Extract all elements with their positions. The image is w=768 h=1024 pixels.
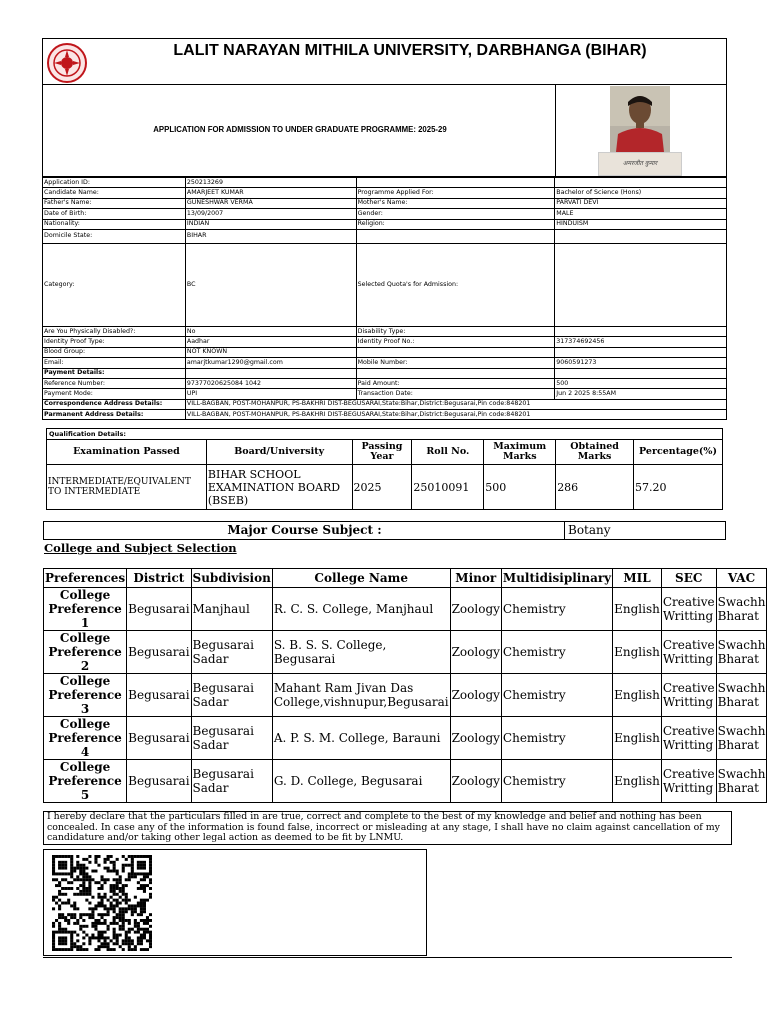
table-row bbox=[43, 378, 727, 388]
blood-group-value: NOT KNOWN bbox=[185, 347, 356, 357]
dob-label: Date of Birth: bbox=[43, 209, 186, 219]
mil-cell: English bbox=[613, 588, 662, 631]
dob-value: 13/09/2007 bbox=[185, 209, 356, 219]
table-row bbox=[43, 209, 727, 219]
mother-name-label: Mother's Name: bbox=[356, 198, 555, 208]
table-row bbox=[43, 178, 727, 188]
disability-type-value bbox=[555, 326, 727, 336]
programme-label: Programme Applied For: bbox=[356, 188, 555, 198]
reference-value: 97377020625084 1042 bbox=[185, 378, 356, 388]
column-header: Minor bbox=[450, 569, 501, 588]
table-row bbox=[43, 229, 727, 243]
table-row bbox=[44, 631, 767, 674]
column-header: Obtained Marks bbox=[556, 440, 634, 465]
candidate-name-label: Candidate Name: bbox=[43, 188, 186, 198]
multidisciplinary-cell: Chemistry bbox=[501, 674, 612, 717]
subdivision-cell: Manjhaul bbox=[191, 588, 272, 631]
column-header: Roll No. bbox=[412, 440, 484, 465]
father-name-label: Father's Name: bbox=[43, 198, 186, 208]
payment-details-heading: Payment Details: bbox=[43, 368, 186, 378]
percentage: 57.20 bbox=[634, 465, 723, 510]
preference-label: College Preference 1 bbox=[44, 588, 127, 631]
column-header: SEC bbox=[661, 569, 716, 588]
college-name-cell: Mahant Ram Jivan Das College,vishnupur,Begusarai bbox=[272, 674, 450, 717]
column-header: College Name bbox=[272, 569, 450, 588]
district-cell: Begusarai bbox=[127, 674, 191, 717]
candidate-photo bbox=[610, 86, 670, 152]
vac-cell: Swachh Bharat bbox=[716, 588, 767, 631]
id-proof-type-value: Aadhar bbox=[185, 337, 356, 347]
table-row bbox=[43, 368, 727, 378]
disabled-value: No bbox=[185, 326, 356, 336]
qr-code-icon bbox=[52, 855, 152, 951]
table-row bbox=[43, 347, 727, 357]
blood-group-label: Blood Group: bbox=[43, 347, 186, 357]
preference-label: College Preference 3 bbox=[44, 674, 127, 717]
university-title: LALIT NARAYAN MITHILA UNIVERSITY, DARBHANGA (BIHAR) bbox=[173, 42, 647, 59]
minor-cell: Zoology bbox=[450, 588, 501, 631]
column-header: Percentage(%) bbox=[634, 440, 723, 465]
table-row bbox=[47, 465, 723, 510]
permanent-value: VILL-BAGBAN, POST-MOHANPUR, PS-BAKHRI DIST-BEGUSARAI,State:Bihar,District:Begusarai,Pin code:848201 bbox=[185, 410, 726, 420]
programme-value: Bachelor of Science (Hons) bbox=[555, 188, 727, 198]
multidisciplinary-cell: Chemistry bbox=[501, 760, 612, 803]
table-row bbox=[43, 243, 727, 326]
gender-value: MALE bbox=[555, 209, 727, 219]
category-label: Category: bbox=[43, 243, 186, 326]
declaration-text: I hereby declare that the particulars filled in are true, correct and complete to the best of my knowledge and belief and nothing has been concealed. In case any of the information is found false, incorrect or misleading at any stage, I shall have no claim against cancellation of my candidature and/or taking other legal action as deemed to be fit by LNMU. bbox=[43, 811, 732, 845]
domicile-value: BIHAR bbox=[185, 229, 356, 243]
gender-label: Gender: bbox=[356, 209, 555, 219]
reference-label: Reference Number: bbox=[43, 378, 186, 388]
multidisciplinary-cell: Chemistry bbox=[501, 588, 612, 631]
subdivision-cell: Begusarai Sadar bbox=[191, 760, 272, 803]
multidisciplinary-cell: Chemistry bbox=[501, 717, 612, 760]
payment-mode-value: UPI bbox=[185, 389, 356, 399]
vac-cell: Swachh Bharat bbox=[716, 760, 767, 803]
id-proof-type-label: Identity Proof Type: bbox=[43, 337, 186, 347]
quota-value bbox=[555, 243, 727, 326]
minor-cell: Zoology bbox=[450, 717, 501, 760]
quota-label: Selected Quota's for Admission: bbox=[356, 243, 555, 326]
college-section-title: College and Subject Selection bbox=[44, 541, 237, 555]
column-header: Passing Year bbox=[352, 440, 412, 465]
mother-name-value: PARVATI DEVI bbox=[555, 198, 727, 208]
mobile-label: Mobile Number: bbox=[356, 358, 555, 368]
preference-label: College Preference 2 bbox=[44, 631, 127, 674]
mil-cell: English bbox=[613, 717, 662, 760]
nationality-value: INDIAN bbox=[185, 219, 356, 229]
table-row bbox=[43, 399, 727, 409]
table-row bbox=[43, 337, 727, 347]
table-row bbox=[44, 674, 767, 717]
application-id-value: 250213269 bbox=[185, 178, 356, 188]
payment-mode-label: Payment Mode: bbox=[43, 389, 186, 399]
table-row bbox=[43, 410, 727, 420]
board: BIHAR SCHOOL EXAMINATION BOARD (BSEB) bbox=[206, 465, 352, 510]
vac-cell: Swachh Bharat bbox=[716, 717, 767, 760]
transaction-date-value: Jun 2 2025 8:55AM bbox=[555, 389, 727, 399]
transaction-date-label: Transaction Date: bbox=[356, 389, 555, 399]
table-row bbox=[43, 358, 727, 368]
nationality-label: Nationality: bbox=[43, 219, 186, 229]
table-row bbox=[43, 188, 727, 198]
column-header: Board/University bbox=[206, 440, 352, 465]
college-name-cell: G. D. College, Begusarai bbox=[272, 760, 450, 803]
column-header: Maximum Marks bbox=[484, 440, 556, 465]
religion-label: Religion: bbox=[356, 219, 555, 229]
column-header: VAC bbox=[716, 569, 767, 588]
column-header: Subdivision bbox=[191, 569, 272, 588]
minor-cell: Zoology bbox=[450, 674, 501, 717]
sec-cell: Creative Writting bbox=[661, 631, 716, 674]
maximum-marks: 500 bbox=[484, 465, 556, 510]
table-row bbox=[44, 760, 767, 803]
sec-cell: Creative Writting bbox=[661, 674, 716, 717]
college-name-cell: A. P. S. M. College, Barauni bbox=[272, 717, 450, 760]
applicant-details-table bbox=[42, 177, 727, 420]
exam-passed: INTERMEDIATE/EQUIVALENT TO INTERMEDIATE bbox=[47, 465, 207, 510]
major-course-label: Major Course Subject : bbox=[45, 522, 565, 539]
domicile-label: Domicile State: bbox=[43, 229, 186, 243]
paid-amount-label: Paid Amount: bbox=[356, 378, 555, 388]
district-cell: Begusarai bbox=[127, 760, 191, 803]
qualification-title: Qualification Details: bbox=[47, 429, 723, 440]
obtained-marks: 286 bbox=[556, 465, 634, 510]
sec-cell: Creative Writting bbox=[661, 760, 716, 803]
mil-cell: English bbox=[613, 631, 662, 674]
permanent-label: Parmanent Address Details: bbox=[43, 410, 186, 420]
category-value: BC bbox=[185, 243, 356, 326]
id-proof-no-value: 317374692456 bbox=[555, 337, 727, 347]
preference-label: College Preference 5 bbox=[44, 760, 127, 803]
table-row bbox=[43, 389, 727, 399]
college-name-cell: S. B. S. S. College, Begusarai bbox=[272, 631, 450, 674]
roll-no: 25010091 bbox=[412, 465, 484, 510]
minor-cell: Zoology bbox=[450, 760, 501, 803]
district-cell: Begusarai bbox=[127, 717, 191, 760]
correspondence-label: Correspondence Address Details: bbox=[43, 399, 186, 409]
application-title: APPLICATION FOR ADMISSION TO UNDER GRADUATE PROGRAMME: 2025-29 bbox=[153, 125, 447, 134]
subdivision-cell: Begusarai Sadar bbox=[191, 674, 272, 717]
religion-value: HINDUISM bbox=[555, 219, 727, 229]
column-header: Preferences bbox=[44, 569, 127, 588]
table-row bbox=[43, 219, 727, 229]
table-row bbox=[43, 198, 727, 208]
vac-cell: Swachh Bharat bbox=[716, 631, 767, 674]
multidisciplinary-cell: Chemistry bbox=[501, 631, 612, 674]
column-header: Multidisiplinary bbox=[501, 569, 612, 588]
college-name-cell: R. C. S. College, Manjhaul bbox=[272, 588, 450, 631]
subdivision-cell: Begusarai Sadar bbox=[191, 717, 272, 760]
district-cell: Begusarai bbox=[127, 588, 191, 631]
application-id-label: Application ID: bbox=[43, 178, 186, 188]
bottom-divider bbox=[43, 957, 732, 958]
mobile-value: 9060591273 bbox=[555, 358, 727, 368]
table-row bbox=[47, 429, 723, 440]
disability-type-label: Disability Type: bbox=[356, 326, 555, 336]
minor-cell: Zoology bbox=[450, 631, 501, 674]
table-row bbox=[43, 326, 727, 336]
vac-cell: Swachh Bharat bbox=[716, 674, 767, 717]
district-cell: Begusarai bbox=[127, 631, 191, 674]
candidate-signature: अमरजीत कुमार bbox=[598, 152, 682, 176]
sec-cell: Creative Writting bbox=[661, 717, 716, 760]
major-course-value: Botany bbox=[568, 523, 611, 537]
mil-cell: English bbox=[613, 674, 662, 717]
table-header-row bbox=[44, 569, 767, 588]
table-row bbox=[44, 588, 767, 631]
table-header-row bbox=[47, 440, 723, 465]
university-logo-icon bbox=[45, 43, 89, 83]
disabled-label: Are You Physically Disabled?: bbox=[43, 326, 186, 336]
paid-amount-value: 500 bbox=[555, 378, 727, 388]
id-proof-no-label: Identity Proof No.: bbox=[356, 337, 555, 347]
correspondence-value: VILL-BAGBAN, POST-MOHANPUR, PS-BAKHRI DIST-BEGUSARAI,State:Bihar,District:Begusarai,Pin code:848201 bbox=[185, 399, 726, 409]
column-header: Examination Passed bbox=[47, 440, 207, 465]
mil-cell: English bbox=[613, 760, 662, 803]
college-preferences-table bbox=[43, 568, 767, 803]
email-label: Email: bbox=[43, 358, 186, 368]
father-name-value: GUNESHWAR VERMA bbox=[185, 198, 356, 208]
candidate-name-value: AMARJEET KUMAR bbox=[185, 188, 356, 198]
sec-cell: Creative Writting bbox=[661, 588, 716, 631]
email-value: amarjtkumar1290@gmail.com bbox=[185, 358, 356, 368]
qualification-table bbox=[46, 428, 723, 510]
preference-label: College Preference 4 bbox=[44, 717, 127, 760]
passing-year: 2025 bbox=[352, 465, 412, 510]
column-header: District bbox=[127, 569, 191, 588]
column-header: MIL bbox=[613, 569, 662, 588]
subdivision-cell: Begusarai Sadar bbox=[191, 631, 272, 674]
table-row bbox=[44, 717, 767, 760]
